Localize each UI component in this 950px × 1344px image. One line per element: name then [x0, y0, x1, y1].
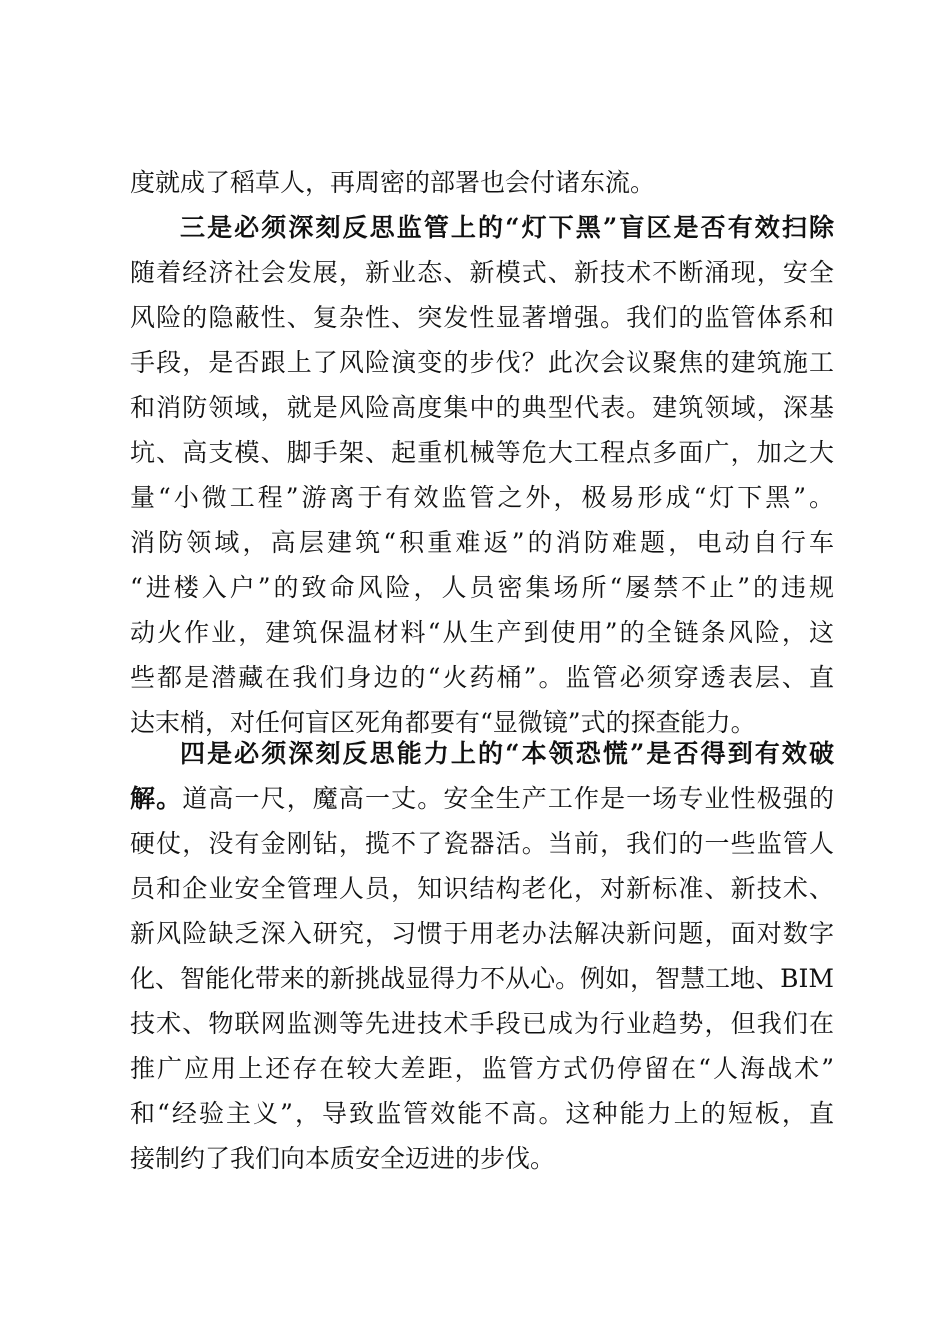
text-segment: 量“小微工程”游离于有效监管之外，极易形成“灯下黑”。 — [130, 483, 834, 512]
text-line — [130, 475, 834, 520]
text-line — [130, 520, 834, 565]
text-segment: 达末梢，对任何盲区死角都要有“显微镜”式的探查能力。 — [130, 708, 756, 737]
paragraph-continuation — [130, 160, 834, 205]
text-line — [130, 340, 834, 385]
text-line — [130, 385, 834, 430]
text-segment: “进楼入户”的致命风险，人员密集场所“屡禁不止”的违规 — [130, 573, 834, 602]
text-segment: 硬仗，没有金刚钻，揽不了瓷器活。当前，我们的一些监管人 — [130, 829, 834, 858]
text-line — [130, 430, 834, 475]
text-line — [130, 295, 834, 340]
text-segment: 化、智能化带来的新挑战显得力不从心。例如，智慧工地、BIM — [130, 964, 834, 993]
text-line — [130, 655, 834, 700]
text-segment: 员和企业安全管理人员，知识结构老化，对新标准、新技术、 — [130, 874, 834, 903]
section-heading-3: 三是必须深刻反思监管上的“灯下黑”盲区是否有效扫除 — [180, 213, 834, 242]
text-segment: 技术、物联网监测等先进技术手段已成为行业趋势，但我们在 — [130, 1009, 834, 1038]
text-segment: 和消防领域，就是风险高度集中的典型代表。建筑领域，深基 — [130, 393, 834, 422]
text-line — [130, 1136, 834, 1181]
text-segment: 风险的隐蔽性、复杂性、突发性显著增强。我们的监管体系和 — [130, 303, 834, 332]
text-segment: 推广应用上还存在较大差距，监管方式仍停留在“人海战术” — [130, 1054, 834, 1083]
text-segment: 新风险缺乏深入研究，习惯于用老办法解决新问题，面对数字 — [130, 919, 834, 948]
text-line — [130, 1046, 834, 1091]
text-segment: 手段，是否跟上了风险演变的步伐？此次会议聚焦的建筑施工 — [130, 348, 834, 377]
paragraph-section-3 — [130, 205, 834, 745]
text-line — [130, 610, 834, 655]
text-segment: 坑、高支模、脚手架、起重机械等危大工程点多面广，加之大 — [130, 438, 834, 467]
text-line — [130, 911, 834, 956]
text-segment: 度就成了稻草人，再周密的部署也会付诸东流。 — [130, 168, 656, 197]
text-segment: 动火作业，建筑保温材料“从生产到使用”的全链条风险，这 — [130, 618, 834, 647]
text-line — [130, 1091, 834, 1136]
section-heading-4-end: 解。 — [130, 784, 183, 813]
text-segment: 接制约了我们向本质安全迈进的步伐。 — [130, 1144, 556, 1173]
text-line — [130, 250, 834, 295]
text-line — [130, 565, 834, 610]
text-segment: 消防领域，高层建筑“积重难返”的消防难题，电动自行车 — [130, 528, 834, 557]
section-heading-4: 四是必须深刻反思能力上的“本领恐慌”是否得到有效破 — [180, 739, 834, 768]
text-segment: 和“经验主义”，导致监管效能不高。这种能力上的短板，直 — [130, 1099, 834, 1128]
text-line — [130, 1001, 834, 1046]
text-line — [130, 160, 834, 205]
section-heading-line — [130, 731, 834, 776]
text-segment: 随着经济社会发展，新业态、新模式、新技术不断涌现，安全 — [130, 258, 834, 287]
text-line — [130, 866, 834, 911]
text-line — [130, 956, 834, 1001]
text-line — [130, 776, 834, 821]
section-heading-line — [130, 205, 834, 250]
paragraph-section-4 — [130, 731, 834, 1181]
text-segment: 道高一尺，魔高一丈。安全生产工作是一场专业性极强的 — [182, 784, 834, 813]
text-line — [130, 821, 834, 866]
text-segment: 些都是潜藏在我们身边的“火药桶”。监管必须穿透表层、直 — [130, 663, 834, 692]
